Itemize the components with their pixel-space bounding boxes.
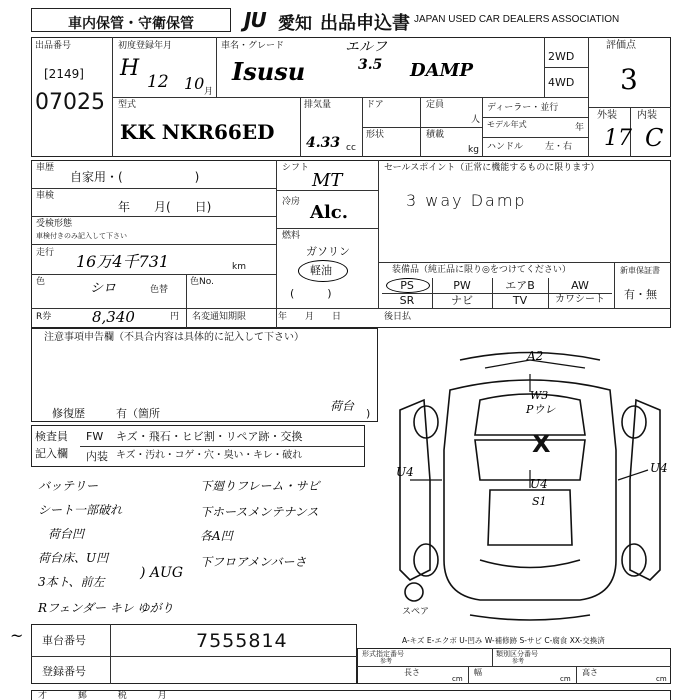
car-make: Isusu xyxy=(232,57,306,86)
class-ref-label: 参考 xyxy=(512,658,525,665)
car-model-top: エルフ xyxy=(345,39,387,55)
inspector-entry-label: 記入欄 xyxy=(35,447,68,460)
handle-options: 左・右 xyxy=(545,142,573,152)
equipment-leather-seat: カワシート xyxy=(555,294,605,305)
equipment-sr: SR xyxy=(399,294,415,307)
equipment-ps-circle xyxy=(386,278,430,293)
capacity-label: 定員 xyxy=(426,100,445,110)
registration-month: 10 xyxy=(184,74,205,93)
inspection-value: 年 月( 日) xyxy=(118,200,212,214)
fuel-paren: ( ) xyxy=(290,287,332,300)
history-label: 車歴 xyxy=(36,163,55,173)
equipment-ps: PS xyxy=(400,279,414,292)
damage-legend: A-キズ E-エクボ U-凹み W-補修跡 S-サビ C-腐食 XX-交換済 xyxy=(402,636,605,645)
exterior-label: 外装 xyxy=(597,110,617,121)
damage-w3: W3 xyxy=(530,389,549,402)
displacement-unit: cc xyxy=(346,143,356,153)
width-unit: cm xyxy=(560,675,571,683)
car-engine: 3.5 xyxy=(358,57,383,73)
loading-unit: kg xyxy=(468,145,479,155)
remark-left-item: バッテリー xyxy=(38,479,99,493)
history-value: 自家用・( ) xyxy=(70,170,200,184)
repair-note: 荷台 xyxy=(330,399,355,413)
handle-label: ハンドル xyxy=(487,142,524,152)
receive-label: 受検形態 xyxy=(36,219,73,229)
name-change-value: 年 月 日 xyxy=(278,312,342,322)
drive-2wd: 2WD xyxy=(548,50,575,63)
brand-name: 愛知 xyxy=(278,14,312,34)
loading-label: 積載 xyxy=(426,130,445,140)
equipment-tv: TV xyxy=(512,294,528,307)
remark-left-item: Rフェンダー キレ ゆがり xyxy=(38,601,174,615)
selling-point-label: セールスポイント（正常に機能するものに限ります） xyxy=(384,163,600,173)
equipment-grid xyxy=(382,278,612,308)
height-label: 高さ xyxy=(582,668,598,677)
drive-4wd: 4WD xyxy=(548,76,575,89)
spare-label: スペア xyxy=(402,607,430,617)
length-label: 長さ xyxy=(404,668,420,677)
chassis-label: 車台番号 xyxy=(42,634,86,647)
registration-month-unit: 月 xyxy=(204,87,214,97)
height-unit: cm xyxy=(656,675,667,683)
registration-era: H xyxy=(120,56,140,81)
interior-items: キズ・汚れ・コゲ・穴・臭い・キレ・破れ xyxy=(116,450,302,461)
damage-pul: Pウレ xyxy=(526,403,556,416)
recycle-label: R券 xyxy=(36,312,52,322)
association-name: JAPAN USED CAR DEALERS ASSOCIATION xyxy=(414,14,620,25)
door-label: ドア xyxy=(366,100,384,110)
interior-label: 内装 xyxy=(637,110,657,121)
rating-score: 3 xyxy=(620,63,638,96)
color-label: 色 xyxy=(36,277,46,287)
recycle-unit: 円 xyxy=(170,312,180,322)
repair-value: 有（箇所 xyxy=(116,407,160,420)
class-number-label: 類別区分番号 xyxy=(496,650,538,658)
remark-left-item: 荷台床、U凹 xyxy=(38,551,109,565)
notes-label: 注意事項申告欄（不具合内容は具体的に記入して下さい） xyxy=(44,332,304,343)
color-code-label: 色No. xyxy=(190,277,214,287)
model-value: KK NKR66ED xyxy=(120,120,275,144)
damage-a2: A2 xyxy=(527,349,544,363)
later-payment-label: 後日払 xyxy=(384,312,412,322)
storage-badge-text: 車内保管・守衛保管 xyxy=(68,16,194,32)
model-label: 型式 xyxy=(118,100,137,110)
equipment-label: 装備品（純正品に限り◎をつけてください） xyxy=(392,265,571,275)
repair-label: 修復歴 xyxy=(52,407,85,420)
remark-right-item: 各A凹 xyxy=(200,529,233,543)
fw-items: キズ・飛石・ヒビ割・リペア跡・交換 xyxy=(116,430,303,443)
color-change-label: 色替 xyxy=(150,285,169,295)
form-title: 出品申込書 xyxy=(320,13,410,34)
damage-u4-left: U4 xyxy=(396,465,414,479)
remark-right-item: 下廻りフレーム・サビ xyxy=(200,479,320,493)
lot-code: [2149] xyxy=(44,67,84,81)
receive-note: 車検付きのみ記入して下さい xyxy=(36,232,127,240)
fuel-gasoline: ガソリン xyxy=(306,245,350,258)
shift-value: MT xyxy=(312,170,343,191)
displacement-label: 排気量 xyxy=(304,100,332,110)
mileage-label: 走行 xyxy=(36,248,55,258)
repair-close: ) xyxy=(366,407,371,420)
tilde-mark: ~ xyxy=(10,626,24,645)
recycle-value: 8,340 xyxy=(92,308,135,326)
equipment-pw: PW xyxy=(453,279,471,292)
mileage-value: 16万4千731 xyxy=(76,252,170,271)
interior-inspect-label: 内装 xyxy=(86,450,108,463)
model-year-label: モデル年式 xyxy=(487,120,527,129)
shape-label: 形状 xyxy=(366,130,385,140)
registration-label: 初度登録年月 xyxy=(118,41,173,51)
inspection-label: 車検 xyxy=(36,191,55,201)
warranty-label: 新車保証書 xyxy=(620,266,660,275)
shape-number-label: 形式指定番号 xyxy=(362,650,404,658)
remark-right-item: 下フロアメンバーさ xyxy=(200,555,307,569)
ju-logo: JU xyxy=(244,8,266,32)
width-label: 幅 xyxy=(474,668,482,677)
fw-label: FW xyxy=(86,430,104,443)
rating-label: 評価点 xyxy=(606,40,636,51)
storage-badge xyxy=(31,8,231,32)
registration-year: 12 xyxy=(147,72,169,92)
shift-label: シフト xyxy=(282,163,310,173)
car-grade: DAMP xyxy=(410,60,474,81)
displacement-value: 4.33 xyxy=(306,135,341,151)
remark-right-item: 下ホースメンテナンス xyxy=(200,505,319,519)
shape-ref-label: 参考 xyxy=(380,658,393,665)
length-unit: cm xyxy=(452,675,463,683)
name-change-label: 名変通知期限 xyxy=(192,312,247,322)
remark-aug: ) AUG xyxy=(140,565,184,581)
lot-number: 07025 xyxy=(35,90,105,115)
fuel-label: 燃料 xyxy=(282,231,301,241)
damage-u4-center: U4 xyxy=(530,477,548,491)
damage-s1: S1 xyxy=(532,495,547,508)
damage-x-mark: X xyxy=(532,430,551,458)
cooling-value: Alc. xyxy=(310,202,349,223)
interior-score: C xyxy=(645,124,664,152)
car-name-label: 車名・グレード xyxy=(221,41,285,51)
exterior-score: 17 xyxy=(604,126,632,151)
chassis-value: 7555814 xyxy=(196,630,288,652)
cooling-label: 冷房 xyxy=(282,197,301,207)
capacity-unit: 人 xyxy=(471,115,481,125)
equipment-aw: AW xyxy=(571,279,589,292)
damage-u4-right: U4 xyxy=(650,461,668,475)
remark-left-item: 3本ト、前左 xyxy=(38,575,105,589)
footer-cut-text: 才 郵 税 月 xyxy=(38,691,181,700)
fuel-diesel: 軽油 xyxy=(310,264,332,277)
color-value: シロ xyxy=(90,281,117,296)
inspector-label: 検査員 xyxy=(35,430,68,443)
registration-number-label: 登録番号 xyxy=(42,665,86,678)
equipment-airbag: エアB xyxy=(505,279,535,292)
mileage-unit: km xyxy=(232,262,246,272)
model-year-unit: 年 xyxy=(575,123,585,133)
remark-left-item: 荷台凹 xyxy=(48,527,85,541)
warranty-options: 有・無 xyxy=(624,288,657,301)
remark-left-item: シート一部破れ xyxy=(38,503,123,517)
equipment-navi: ナビ xyxy=(451,294,473,307)
selling-point-value: 3 way Damp xyxy=(406,191,527,210)
lot-label: 出品番号 xyxy=(35,41,72,51)
dealer-label: ディーラー・並行 xyxy=(487,103,559,113)
